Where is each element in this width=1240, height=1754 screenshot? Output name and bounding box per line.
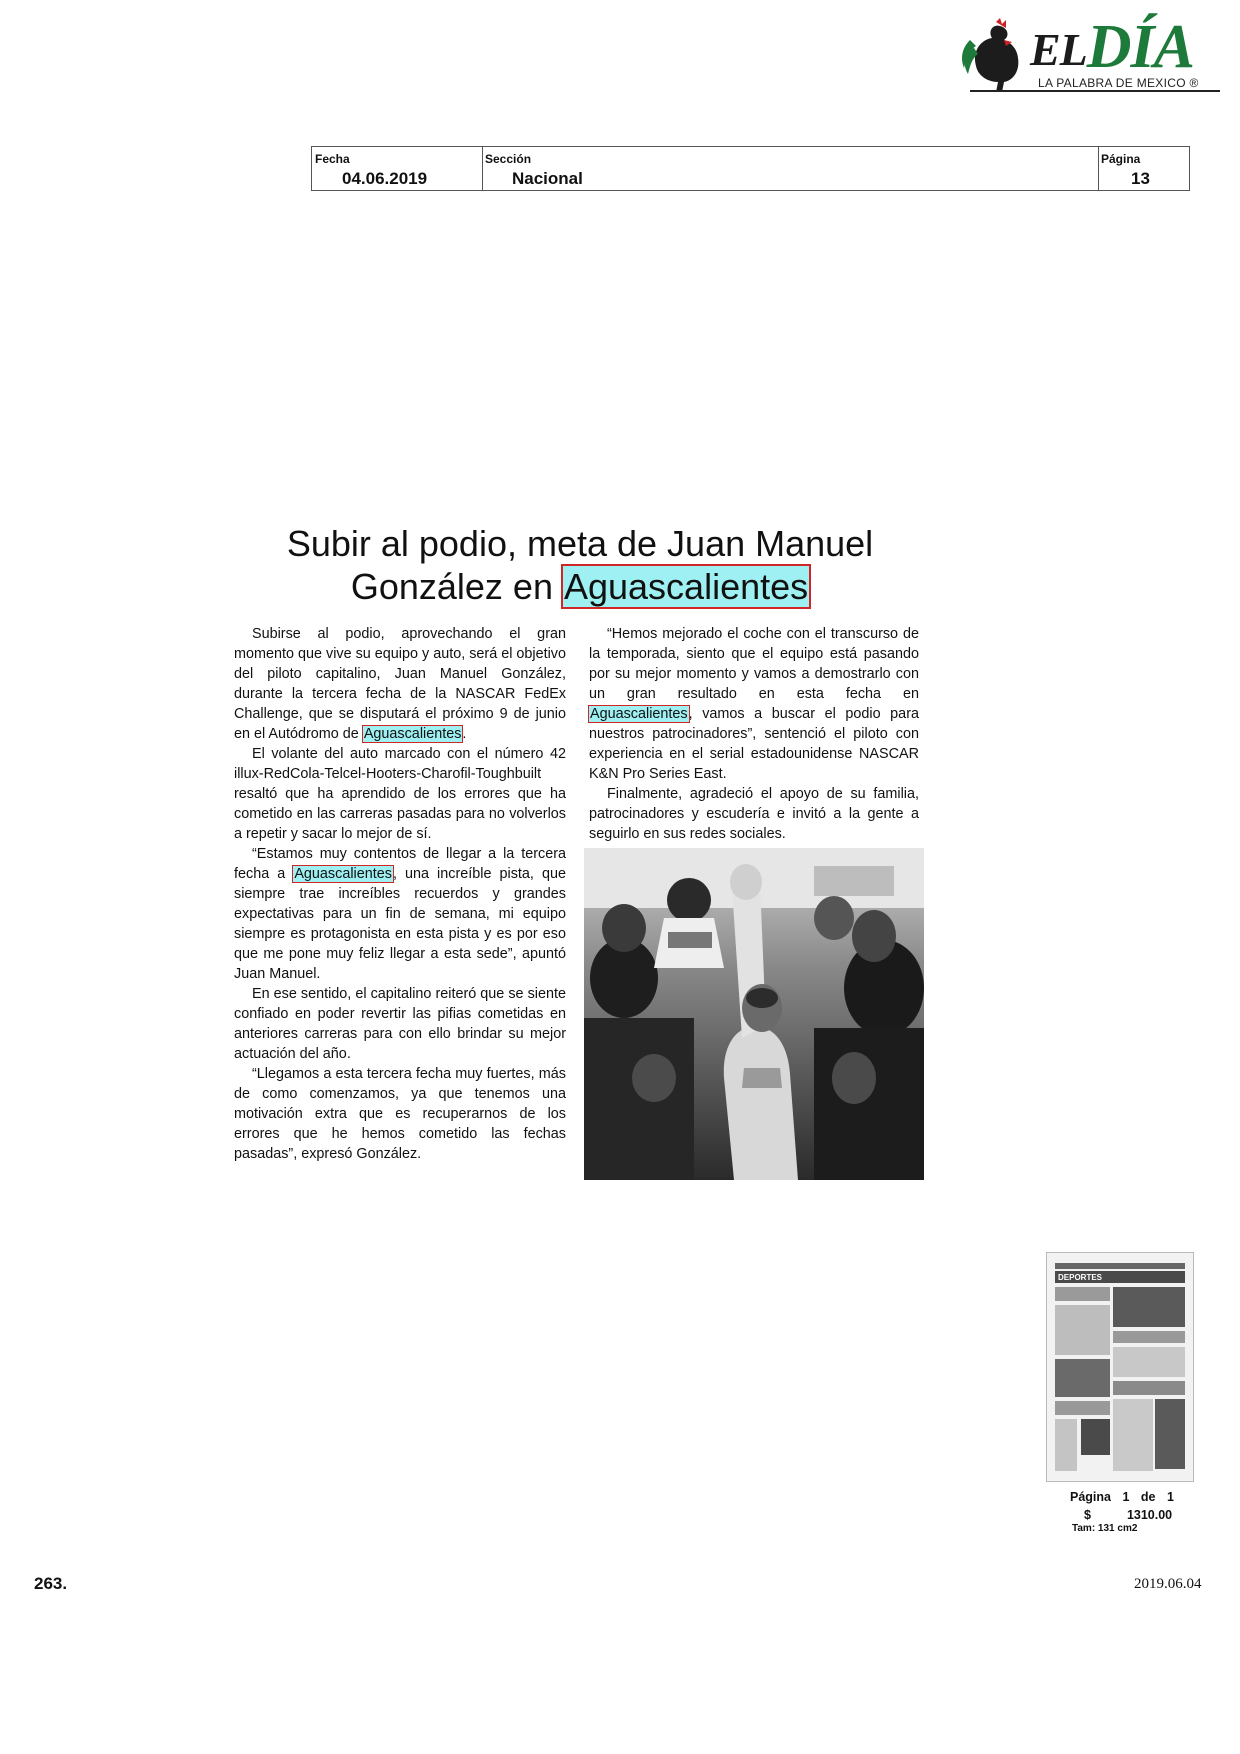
clipping-meta-box [311, 146, 1190, 191]
article-photo [584, 848, 924, 1180]
page-info-label: Página [1070, 1490, 1111, 1504]
paragraph-text: Subirse al podio, aprovechando el gran momento que vive su equipo y auto, será el objetivo del piloto capitalino, Juan Manuel González, durante la tercera fecha de la NASCAR FedEx Challenge, que se disputará el próximo 9 de junio en el Autódromo de [234, 626, 566, 742]
paragraph-text: . [462, 726, 467, 742]
page-info-num: 1 [1122, 1490, 1130, 1504]
el-dia-logo [960, 13, 1220, 96]
pagina-value: 13 [1131, 169, 1150, 188]
paragraph-text: , una increíble pista, que siempre trae increíbles recuerdos y grandes expectativas para un fin de semana, mi equipo siempre es protagonista en esta pista y es por eso que me pone muy feliz llegar a esta sede”, apuntó Juan Manuel. [234, 866, 566, 982]
paragraph-text: “Estamos muy contentos de llegar a la tercera fecha a [234, 846, 566, 882]
article-column-left [234, 624, 566, 1164]
fecha-value: 04.06.2019 [342, 169, 428, 188]
paragraph [234, 844, 566, 984]
article-column-right [589, 624, 919, 844]
seccion-cell [482, 147, 1099, 190]
paragraph-text: “Hemos mejorado el coche con el transcurso de la temporada, siento que el equipo está pasando por su mejor momento y vamos a demostrarlo con un gran resultado en esta fecha en [589, 626, 919, 702]
logo-el: EL [1030, 24, 1087, 75]
highlight-term: Aguascalientes [294, 866, 392, 882]
headline-line-1: Subir al podio, meta de Juan Manuel [286, 523, 874, 564]
clipping-index: 263. [34, 1574, 68, 1593]
logo-dia: DÍA [1086, 13, 1195, 81]
page-info-size: Tam: 131 cm2 [1072, 1523, 1138, 1534]
paragraph: En ese sentido, el capitalino reiteró que se siente confiado en poder revertir las pifias cometidas en anteriores carreras para con ello brindar su mejor actuación del año. [234, 986, 566, 1062]
pagina-cell [1098, 147, 1190, 190]
seccion-label: Sección [485, 152, 532, 166]
highlight-term: Aguascalientes [590, 706, 688, 722]
paragraph [234, 624, 566, 744]
logo-tagline: LA PALABRA DE MEXICO ® [1038, 76, 1199, 90]
paragraph: El volante del auto marcado con el número 42 illux-RedCola-Telcel-Hooters-Charofil-Toughbuilt resaltó que ha aprendido de los errores que ha cometido en las carreras pasadas para no volverlos a repetir y sacar lo mejor de sí. [234, 746, 566, 842]
clipping-date: 2019.06.04 [1134, 1576, 1202, 1592]
page-info-amount: 1310.00 [1126, 1508, 1173, 1522]
page-info-total: 1 [1167, 1490, 1174, 1504]
fecha-cell [312, 147, 483, 190]
page-thumbnail[interactable] [1046, 1252, 1194, 1482]
article-headline [200, 522, 960, 608]
headline-line-2 [200, 565, 960, 608]
page-info-currency: $ [1084, 1508, 1091, 1522]
headline-line-2-text: González en [350, 566, 563, 607]
logo-rule [970, 90, 1220, 92]
seccion-value: Nacional [512, 169, 583, 188]
headline-highlight-term: Aguascalientes [563, 566, 809, 607]
paragraph [589, 624, 919, 784]
rooster-icon [960, 18, 1040, 96]
fecha-label: Fecha [315, 152, 350, 166]
page-thumbnail-image [1047, 1253, 1193, 1481]
highlight-term: Aguascalientes [363, 726, 462, 742]
paragraph: Finalmente, agradeció el apoyo de su familia, patrocinadores y escudería e invitó a la gente a seguirlo en sus redes sociales. [589, 786, 919, 842]
pagina-label: Página [1101, 152, 1141, 166]
racer-celebration-photo [584, 848, 924, 1180]
thumb-section: DEPORTES [1058, 1273, 1103, 1282]
paragraph: “Llegamos a esta tercera fecha muy fuertes, más de como comenzamos, ya que tenemos una motivación extra que es recuperarnos de los errores que he hemos cometido las fechas pasadas”, expresó González. [234, 1066, 566, 1162]
paragraph-text: , vamos a buscar el podio para nuestros patrocinadores”, sentenció el piloto con experiencia en el serial estadounidense NASCAR K&N Pro Series East. [589, 706, 919, 782]
page-info-de: de [1140, 1490, 1156, 1504]
